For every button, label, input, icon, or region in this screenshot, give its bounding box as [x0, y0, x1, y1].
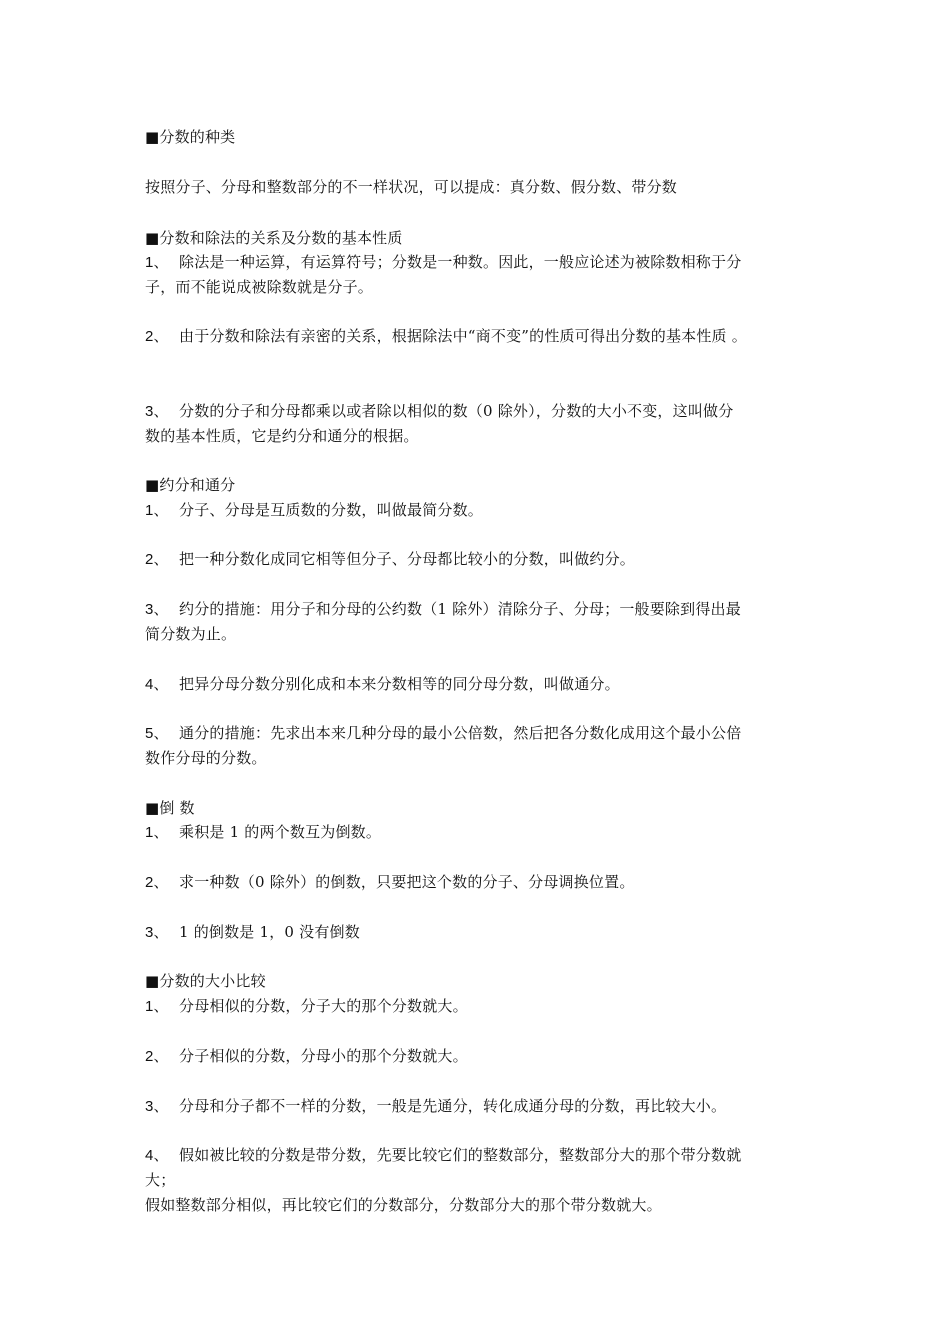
item-text: 1 的倒数是 1，0 没有倒数	[179, 923, 360, 941]
item-number: 2、	[145, 1048, 169, 1065]
item-text: 把异分母分数分别化成和本来分数相等的同分母分数，叫做通分。	[179, 675, 620, 693]
item-number: 1、	[145, 998, 169, 1015]
item-number: 5、	[145, 725, 169, 742]
list-item	[145, 922, 360, 943]
list-item	[145, 326, 747, 347]
item-continuation: 大；	[145, 1171, 176, 1189]
list-item	[145, 1046, 468, 1067]
list-item	[145, 549, 635, 570]
list-item	[145, 822, 381, 843]
section-heading-reciprocal: ■倒 数	[145, 799, 195, 817]
list-item	[145, 599, 741, 620]
section-heading-fraction-types: ■分数的种类	[145, 128, 236, 146]
list-item	[145, 996, 468, 1017]
list-item	[145, 1145, 741, 1166]
item-continuation: 数作分母的分数。	[145, 749, 267, 767]
list-item	[145, 1096, 726, 1117]
item-number: 1、	[145, 502, 169, 519]
item-text: 假如被比较的分数是带分数，先要比较它们的整数部分，整数部分大的那个带分数就	[179, 1146, 742, 1164]
item-number: 3、	[145, 1098, 169, 1115]
paragraph-fraction-types: 按照分子、分母和整数部分的不一样状况，可以提成：真分数、假分数、带分数	[145, 178, 678, 196]
item-text: 除法是一种运算，有运算符号；分数是一种数。因此，一般应论述为被除数相称于分	[179, 253, 742, 271]
list-item	[145, 401, 733, 422]
item-continuation: 数的基本性质，它是约分和通分的根据。	[145, 427, 419, 445]
list-item	[145, 872, 635, 893]
list-item	[145, 500, 483, 521]
item-number: 1、	[145, 254, 169, 271]
item-number: 3、	[145, 601, 169, 618]
section-heading-reduction: ■约分和通分	[145, 476, 236, 494]
item-text: 乘积是 1 的两个数互为倒数。	[179, 823, 382, 841]
item-continuation: 简分数为止。	[145, 625, 237, 643]
item-number: 1、	[145, 824, 169, 841]
item-number: 2、	[145, 551, 169, 568]
item-continuation: 子，而不能说成被除数就是分子。	[145, 278, 374, 296]
item-text: 求一种数（0 除外）的倒数，只要把这个数的分子、分母调换位置。	[179, 873, 635, 891]
item-number: 4、	[145, 1147, 169, 1164]
item-number: 2、	[145, 328, 169, 345]
section-heading-fraction-division: ■分数和除法的关系及分数的基本性质	[145, 229, 403, 247]
item-text: 通分的措施：先求出本来几种分母的最小公倍数，然后把各分数化成用这个最小公倍	[179, 724, 742, 742]
list-item	[145, 674, 620, 695]
item-text: 分母相似的分数，分子大的那个分数就大。	[179, 997, 468, 1015]
list-item	[145, 723, 741, 744]
item-number: 2、	[145, 874, 169, 891]
section-heading-comparison: ■分数的大小比较	[145, 972, 266, 990]
item-number: 3、	[145, 403, 169, 420]
item-text: 分子相似的分数，分母小的那个分数就大。	[179, 1047, 468, 1065]
list-item	[145, 252, 741, 273]
item-number: 4、	[145, 676, 169, 693]
item-text: 分数的分子和分母都乘以或者除以相似的数（0 除外），分数的大小不变，这叫做分	[179, 402, 734, 420]
item-continuation: 假如整数部分相似，再比较它们的分数部分，分数部分大的那个带分数就大。	[145, 1196, 662, 1214]
item-number: 3、	[145, 924, 169, 941]
item-text: 分子、分母是互质数的分数，叫做最简分数。	[179, 501, 484, 519]
item-text: 把一种分数化成同它相等但分子、分母都比较小的分数，叫做约分。	[179, 550, 636, 568]
item-text: 分母和分子都不一样的分数，一般是先通分，转化成通分母的分数，再比较大小。	[179, 1097, 727, 1115]
item-text: 约分的措施：用分子和分母的公约数（1 除外）清除分子、分母；一般要除到得出最	[179, 600, 741, 618]
item-text: 由于分数和除法有亲密的关系，根据除法中“商不变”的性质可得出分数的基本性质 。	[179, 327, 747, 345]
